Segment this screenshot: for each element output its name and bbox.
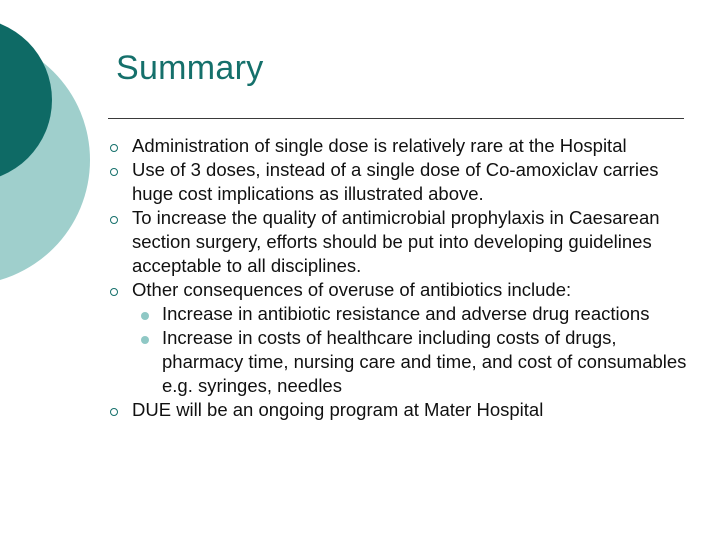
sub-bullet-item (0, 302, 692, 326)
slide-title: Summary (116, 49, 264, 87)
sub-bullet-item (0, 326, 692, 398)
sub-bullet-text: Increase in costs of healthcare including costs of drugs, pharmacy time, nursing care and time, and cost of consumables e.g. syringes, needles (162, 327, 687, 396)
filled-circle-bullet-icon (141, 336, 149, 344)
filled-circle-bullet-icon (141, 312, 149, 320)
title-divider (108, 118, 684, 119)
hollow-circle-bullet-icon (110, 216, 118, 224)
bullet-text: Other consequences of overuse of antibiotics include: (132, 279, 572, 300)
bullet-item (0, 278, 692, 302)
bullet-list (0, 134, 720, 422)
bullet-text: DUE will be an ongoing program at Mater Hospital (132, 399, 544, 420)
bullet-item (0, 158, 692, 206)
hollow-circle-bullet-icon (110, 288, 118, 296)
bullet-item (0, 206, 692, 278)
bullet-text: Administration of single dose is relatively rare at the Hospital (132, 135, 627, 156)
bullet-text: Use of 3 doses, instead of a single dose of Co-amoxiclav carries huge cost implications as illustrated above. (132, 159, 659, 204)
bullet-item (0, 398, 692, 422)
bullet-text: To increase the quality of antimicrobial prophylaxis in Caesarean section surgery, efforts should be put into developing guidelines acceptable to all disciplines. (132, 207, 660, 276)
hollow-circle-bullet-icon (110, 408, 118, 416)
sub-bullet-text: Increase in antibiotic resistance and adverse drug reactions (162, 303, 650, 324)
hollow-circle-bullet-icon (110, 144, 118, 152)
hollow-circle-bullet-icon (110, 168, 118, 176)
bullet-item (0, 134, 692, 158)
